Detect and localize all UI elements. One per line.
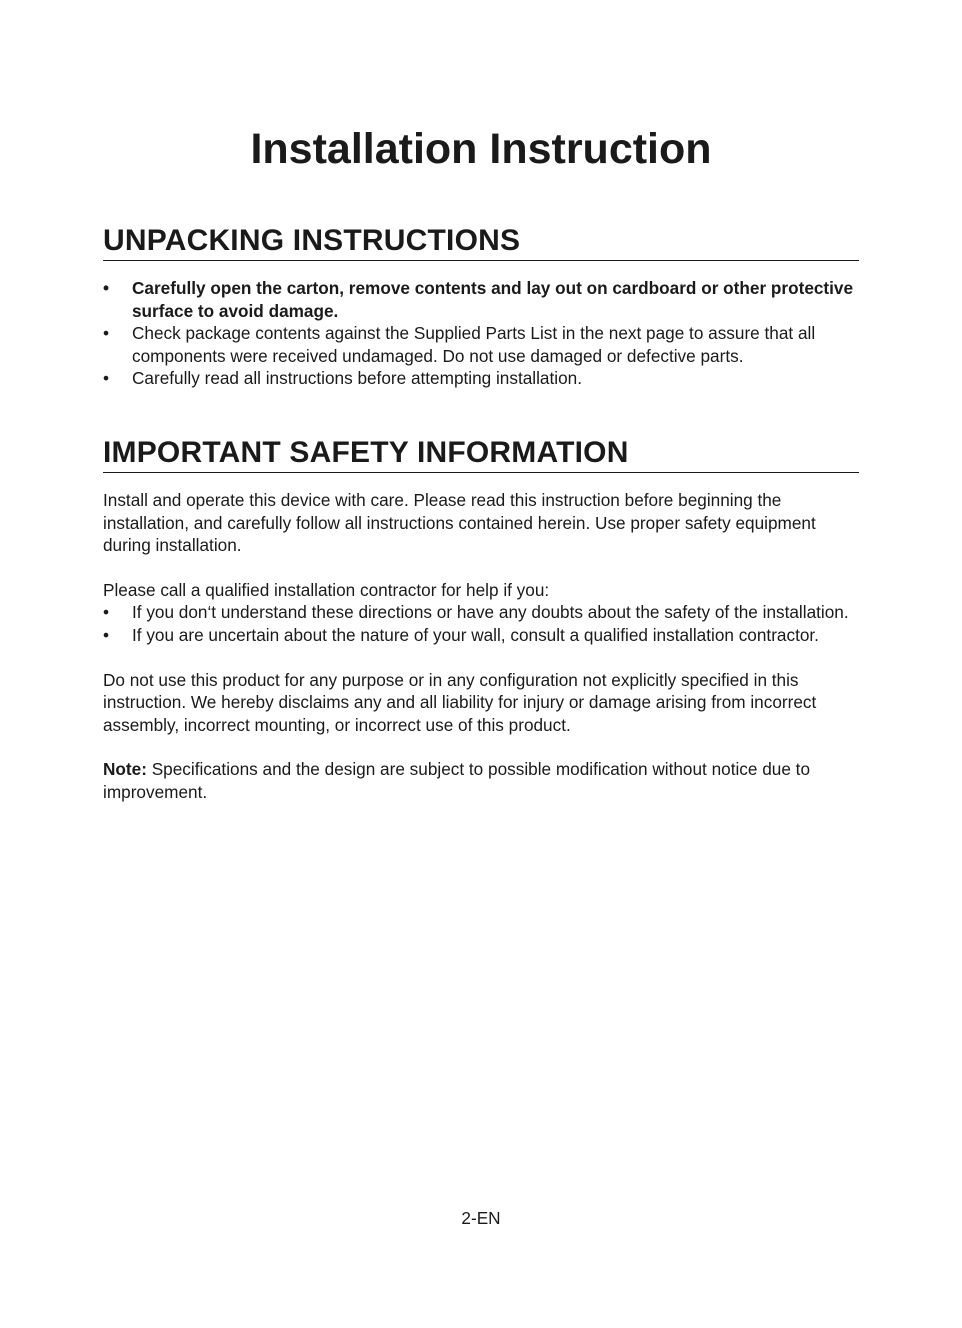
list-item-text: Carefully open the carton, remove contents and lay out on cardboard or other protective surface to avoid damage.	[132, 278, 854, 321]
bullet-icon: •	[103, 278, 110, 298]
bullet-icon: •	[103, 323, 110, 344]
call-intro: Please call a qualified installation contractor for help if you:	[103, 579, 550, 600]
list-item-text: Carefully read all instructions before attempting installation.	[132, 368, 582, 389]
safety-intro: Install and operate this device with care. Please read this instruction before beginning the installation, and carefully follow all instructions contained herein. Use proper safety equipment during installation.	[103, 490, 816, 556]
list-item-text: If you are uncertain about the nature of your wall, consult a qualified installation contractor.	[132, 624, 819, 645]
list-item	[103, 367, 859, 390]
list-item	[103, 624, 859, 647]
unpacking-list	[103, 277, 859, 390]
note	[103, 758, 859, 803]
page-title: Installation Instruction	[250, 125, 712, 173]
unpacking-section	[103, 224, 859, 390]
page-number: 2-EN	[461, 1208, 501, 1228]
bullet-icon: •	[103, 368, 110, 389]
note-text: Specifications and the design are subject to possible modification without notice due to improvement.	[103, 759, 811, 802]
list-item	[103, 277, 859, 322]
disclaimer: Do not use this product for any purpose or in any configuration not explicitly specified in this instruction. We hereby disclaims any and all liability for injury or damage arising from incorrect assembly, incorrect mounting, or incorrect use of this product.	[103, 669, 817, 735]
unpacking-heading: UNPACKING INSTRUCTIONS	[103, 224, 859, 261]
safety-section	[103, 436, 859, 804]
safety-heading: IMPORTANT SAFETY INFORMATION	[103, 436, 859, 473]
bullet-icon: •	[103, 602, 110, 623]
list-item	[103, 322, 859, 367]
call-list	[103, 601, 859, 646]
list-item	[103, 601, 859, 624]
list-item-text: Check package contents against the Supplied Parts List in the next page to assure that all components were received undamaged. Do not use damaged or defective parts.	[132, 323, 816, 366]
bullet-icon: •	[103, 624, 110, 645]
list-item-text: If you don‘t understand these directions or have any doubts about the safety of the installation.	[132, 602, 849, 623]
note-label: Note:	[103, 759, 147, 780]
